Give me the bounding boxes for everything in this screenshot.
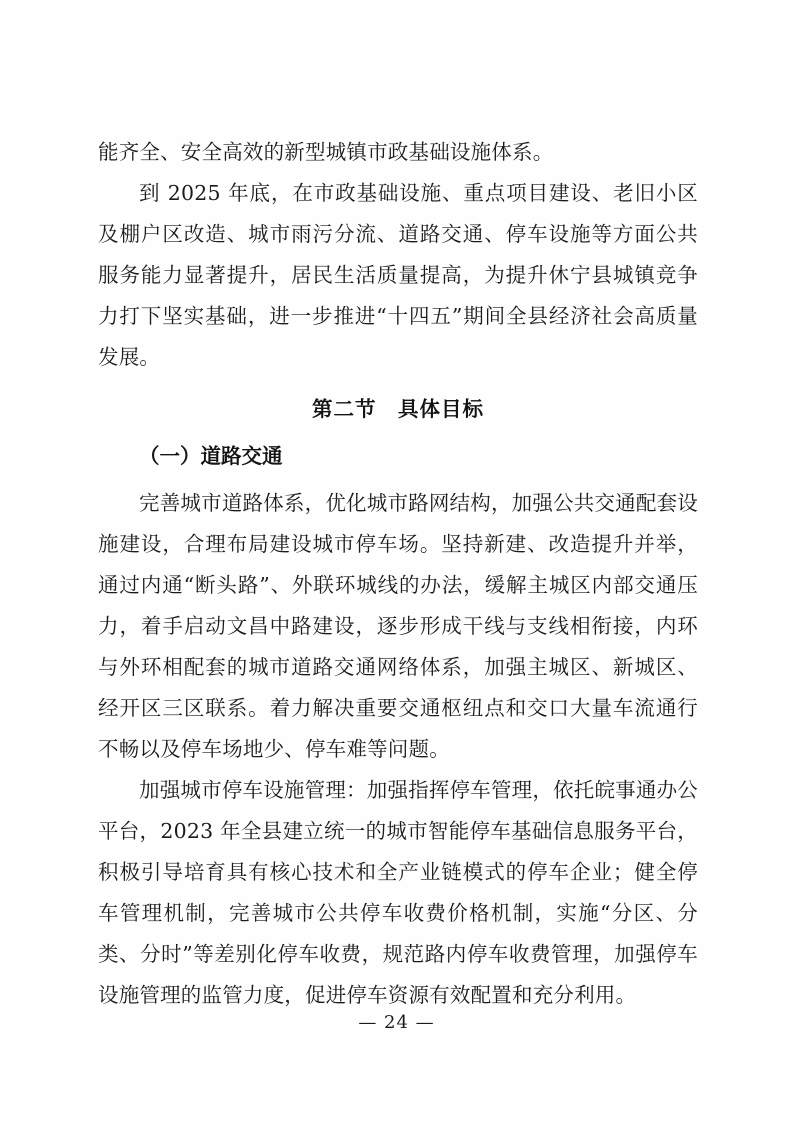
subsection-heading: （一）道路交通 xyxy=(139,444,283,468)
paragraph-parking-management: 加强城市停车设施管理：加强指挥停车管理，依托皖事通办公平台，2023 年全县建立统一的城市智能停车基础信息服务平台，积极引导培育具有核心技术和全产业链模式的停车企业；健全停车管理机制，完善城市公共停车收费价格机制，实施“分区、分类、分时”等差别化停车收费，规范路内停车收费管理，加强停车设施管理的监管力度，促进停车资源有效配置和充分利用。 xyxy=(98,778,698,1007)
document-body xyxy=(98,132,698,1016)
paragraph-continuation: 能齐全、安全高效的新型城镇市政基础设施体系。 xyxy=(98,140,554,164)
paragraph-goal-2025: 到 2025 年底，在市政基础设施、重点项目建设、老旧小区及棚户区改造、城市雨污分流、道路交通、停车设施等方面公共服务能力显著提升，居民生活质量提高，为提升休宁县城镇竞争力打下坚实基础，进一步推进“十四五”期间全县经济社会高质量发展。 xyxy=(98,181,698,369)
section-heading: 第二节 具体目标 xyxy=(312,397,484,421)
paragraph-road-system: 完善城市道路体系，优化城市路网结构，加强公共交通配套设施建设，合理布局建设城市停车场。坚持新建、改造提升并举，通过内通“断头路”、外联环城线的办法，缓解主城区内部交通压力，着手启动文昌中路建设，逐步形成干线与支线相衔接，内环与外环相配套的城市道路交通网络体系，加强主城区、新城区、经开区三区联系。着力解决重要交通枢纽点和交口大量车流通行不畅以及停车场地少、停车难等问题。 xyxy=(98,491,698,761)
page-number: — 24 — xyxy=(358,1012,435,1033)
